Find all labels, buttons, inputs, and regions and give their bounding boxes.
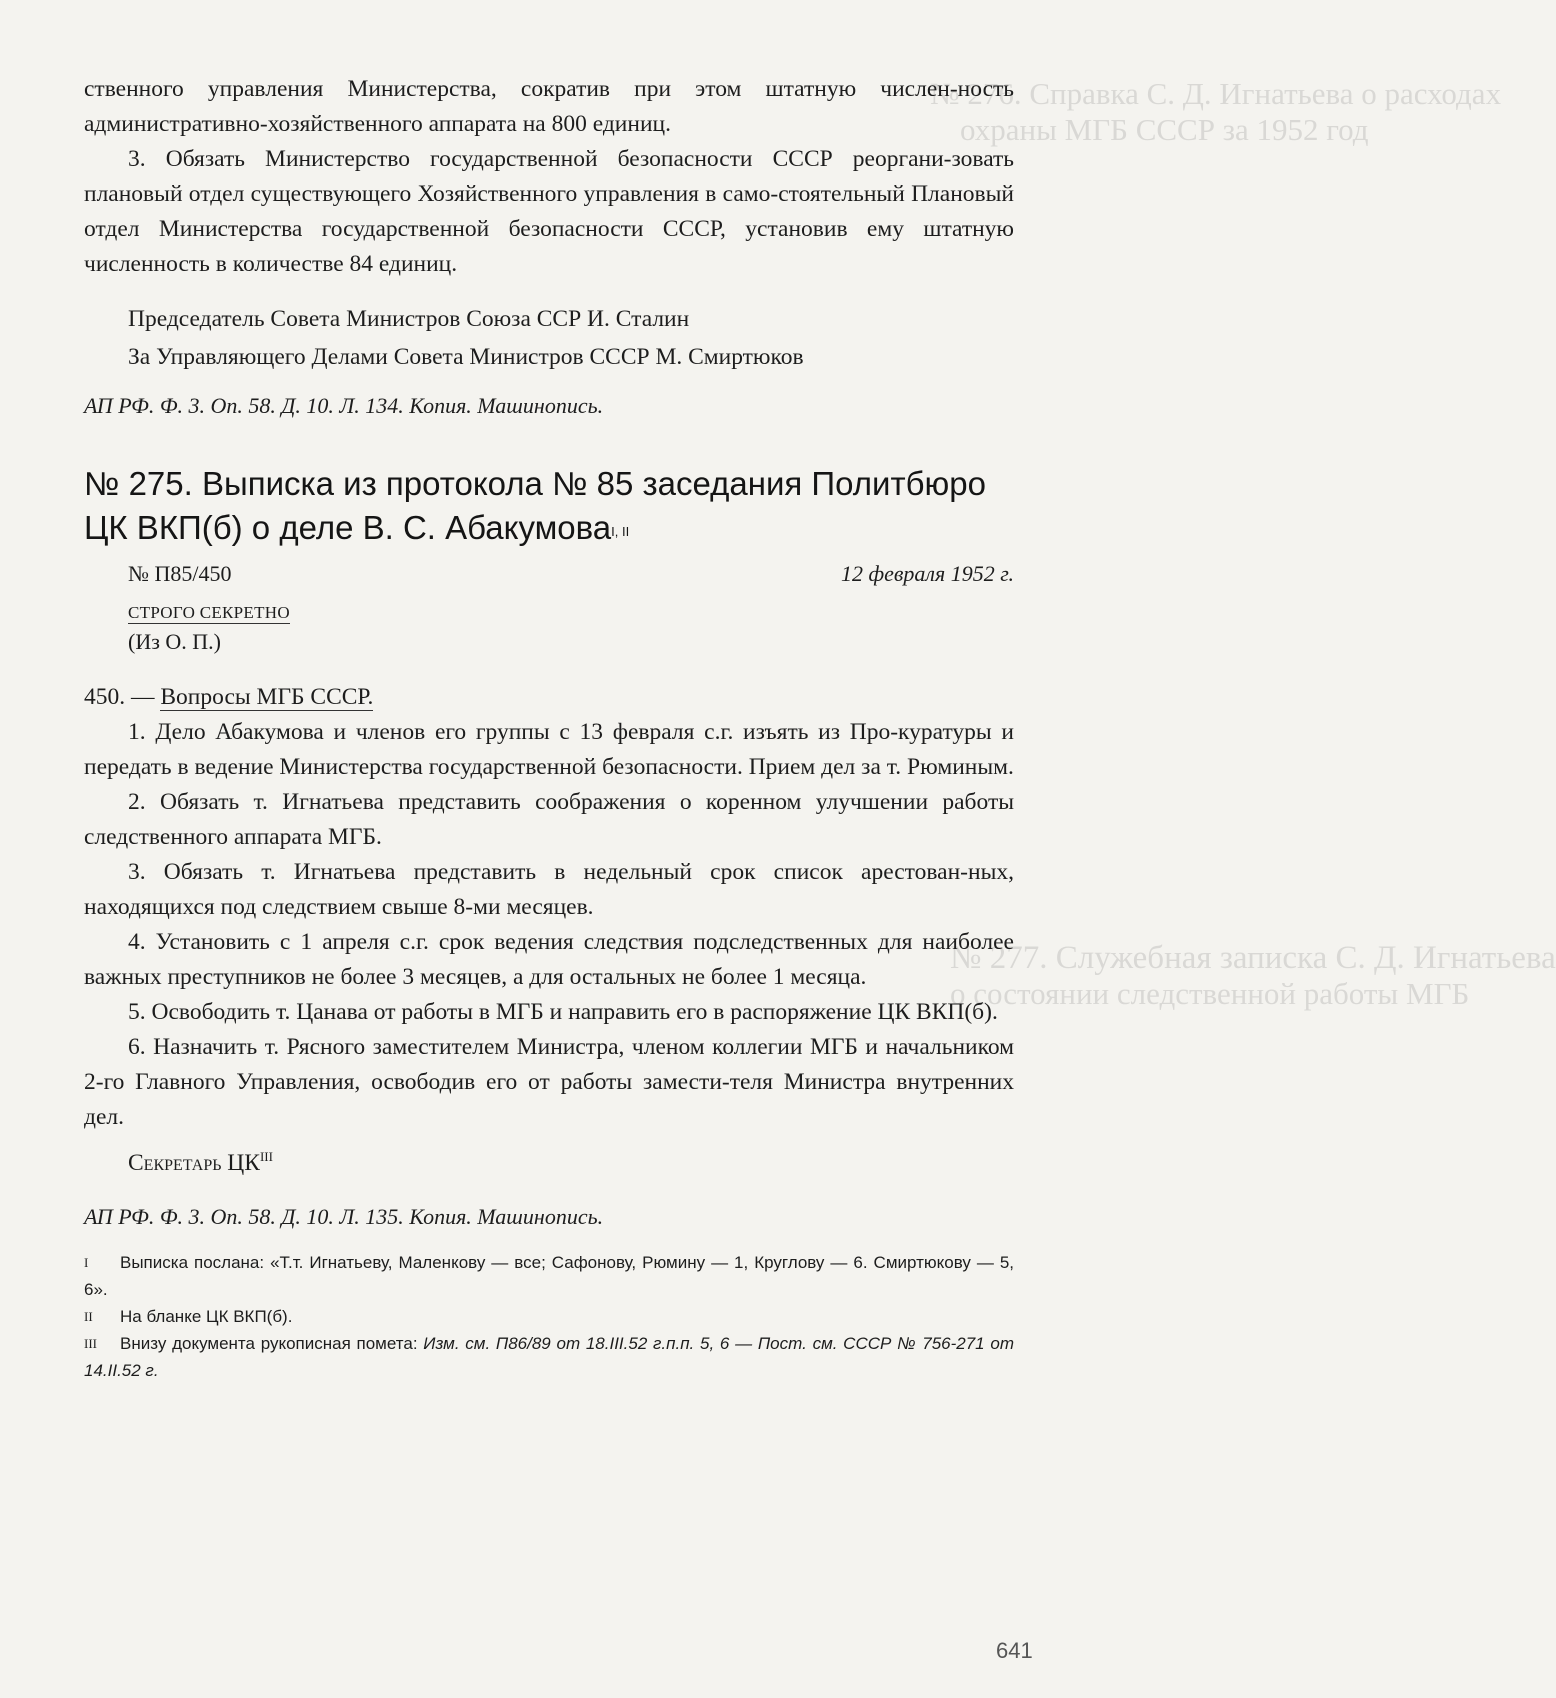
paragraph: ственного управления Министерства, сократив при этом штатную числен-ность административно-хозяйственного аппарата на 800 единиц. xyxy=(84,76,1014,137)
archive-source: АП РФ. Ф. 3. Оп. 58. Д. 10. Л. 134. Копия. Машинопись. xyxy=(84,393,604,418)
footnote xyxy=(84,1330,1014,1384)
footnote xyxy=(84,1303,1014,1330)
footnote-mark: II xyxy=(84,1308,93,1324)
footnote-text: Выписка послана: «Т.т. Игнатьеву, Маленкову — все; Сафонову, Рюмину — 1, Круглову — 6. Смиртюкову — 5, 6». xyxy=(84,1252,1014,1299)
document-date: 12 февраля 1952 г. xyxy=(840,561,1014,586)
protocol-reference: (Из О. П.) xyxy=(128,629,222,654)
heading-footnote-ref: I, II xyxy=(611,524,630,539)
page-content xyxy=(84,72,1014,1384)
secretary-label: Секретарь ЦК xyxy=(128,1149,260,1176)
paragraph: 3. Обязать Министерство государственной безопасности СССР реоргани-зовать плановый отдел существующего Хозяйственного управления в само-стоятельный Плановый отдел Министерства государственной безопасности СССР, установив ему штатную численность в количестве 84 единиц. xyxy=(84,146,1014,277)
bleed-through-text: охраны МГБ СССР за 1952 год xyxy=(960,112,1369,147)
footnote xyxy=(84,1249,1014,1303)
archive-source: АП РФ. Ф. 3. Оп. 58. Д. 10. Л. 135. Копия. Машинопись. xyxy=(84,1203,604,1229)
resolution-item: 6. Назначить т. Рясного заместителем Министра, членом коллегии МГБ и начальником 2-го Главного Управления, освободив его от работы замести-теля Министра внутренних дел. xyxy=(84,1034,1014,1130)
resolution-item: 5. Освободить т. Цанава от работы в МГБ и направить его в распоряжение ЦК ВКП(б). xyxy=(128,999,998,1025)
footnote-mark: I xyxy=(84,1254,89,1270)
resolution-item: 2. Обязать т. Игнатьева представить соображения о коренном улучшении работы следственного аппарата МГБ. xyxy=(84,789,1014,850)
footnote-mark: III xyxy=(84,1335,97,1351)
section-title: Вопросы МГБ СССР. xyxy=(160,684,374,710)
heading-line: № 275. Выписка из протокола № 85 заседания Политбюро xyxy=(84,465,986,502)
bleed-through-text: о состоянии следственной работы МГБ xyxy=(950,976,1470,1011)
page-number: 641 xyxy=(996,1638,1033,1663)
heading-line: ЦК ВКП(б) о деле В. С. Абакумова xyxy=(84,509,612,546)
secretary-signature xyxy=(84,1139,1014,1181)
classification-stamp xyxy=(84,600,1014,626)
resolution-item: 3. Обязать т. Игнатьева представить в недельный срок список арестован-ных, находящихся под следствием свыше 8-ми месяцев. xyxy=(84,859,1014,920)
footnote-text: Изм. см. П86/89 от 18.III.52 г.п.п. 5, 6 — Пост. см. СССР № 756-271 от 14.II.52 г. xyxy=(84,1333,1014,1380)
classification-text: СТРОГО СЕКРЕТНО xyxy=(128,603,290,622)
document-number: № П85/450 xyxy=(128,561,232,586)
footnote-label: Внизу документа рукописная помета: xyxy=(120,1333,418,1353)
bleed-through-text: № 276. Справка С. Д. Игнатьева о расходах xyxy=(930,76,1502,111)
secretary-footnote-ref: III xyxy=(259,1149,273,1164)
signature-line: За Управляющего Делами Совета Министров СССР М. Смиртюков xyxy=(128,344,804,370)
footnote-text: На бланке ЦК ВКП(б). xyxy=(120,1306,293,1326)
document-heading xyxy=(84,462,1014,550)
bleed-through-text: № 277. Служебная записка С. Д. Игнатьева xyxy=(950,940,1556,976)
section-number: 450. — xyxy=(84,684,155,710)
section-heading xyxy=(84,680,1014,715)
document-meta-row xyxy=(84,558,1014,590)
resolution-item: 4. Установить с 1 апреля с.г. срок ведения следствия подследственных для наиболее важных преступников не более 3 месяцев, а для остальных не более 1 месяца. xyxy=(84,929,1014,990)
resolution-item: 1. Дело Абакумова и членов его группы с 13 февраля с.г. изъять из Про-куратуры и передать в ведение Министерства государственной безопасности. Прием дел за т. Рюминым. xyxy=(84,719,1014,780)
signature-line: Председатель Совета Министров Союза ССР И. Сталин xyxy=(128,306,690,332)
